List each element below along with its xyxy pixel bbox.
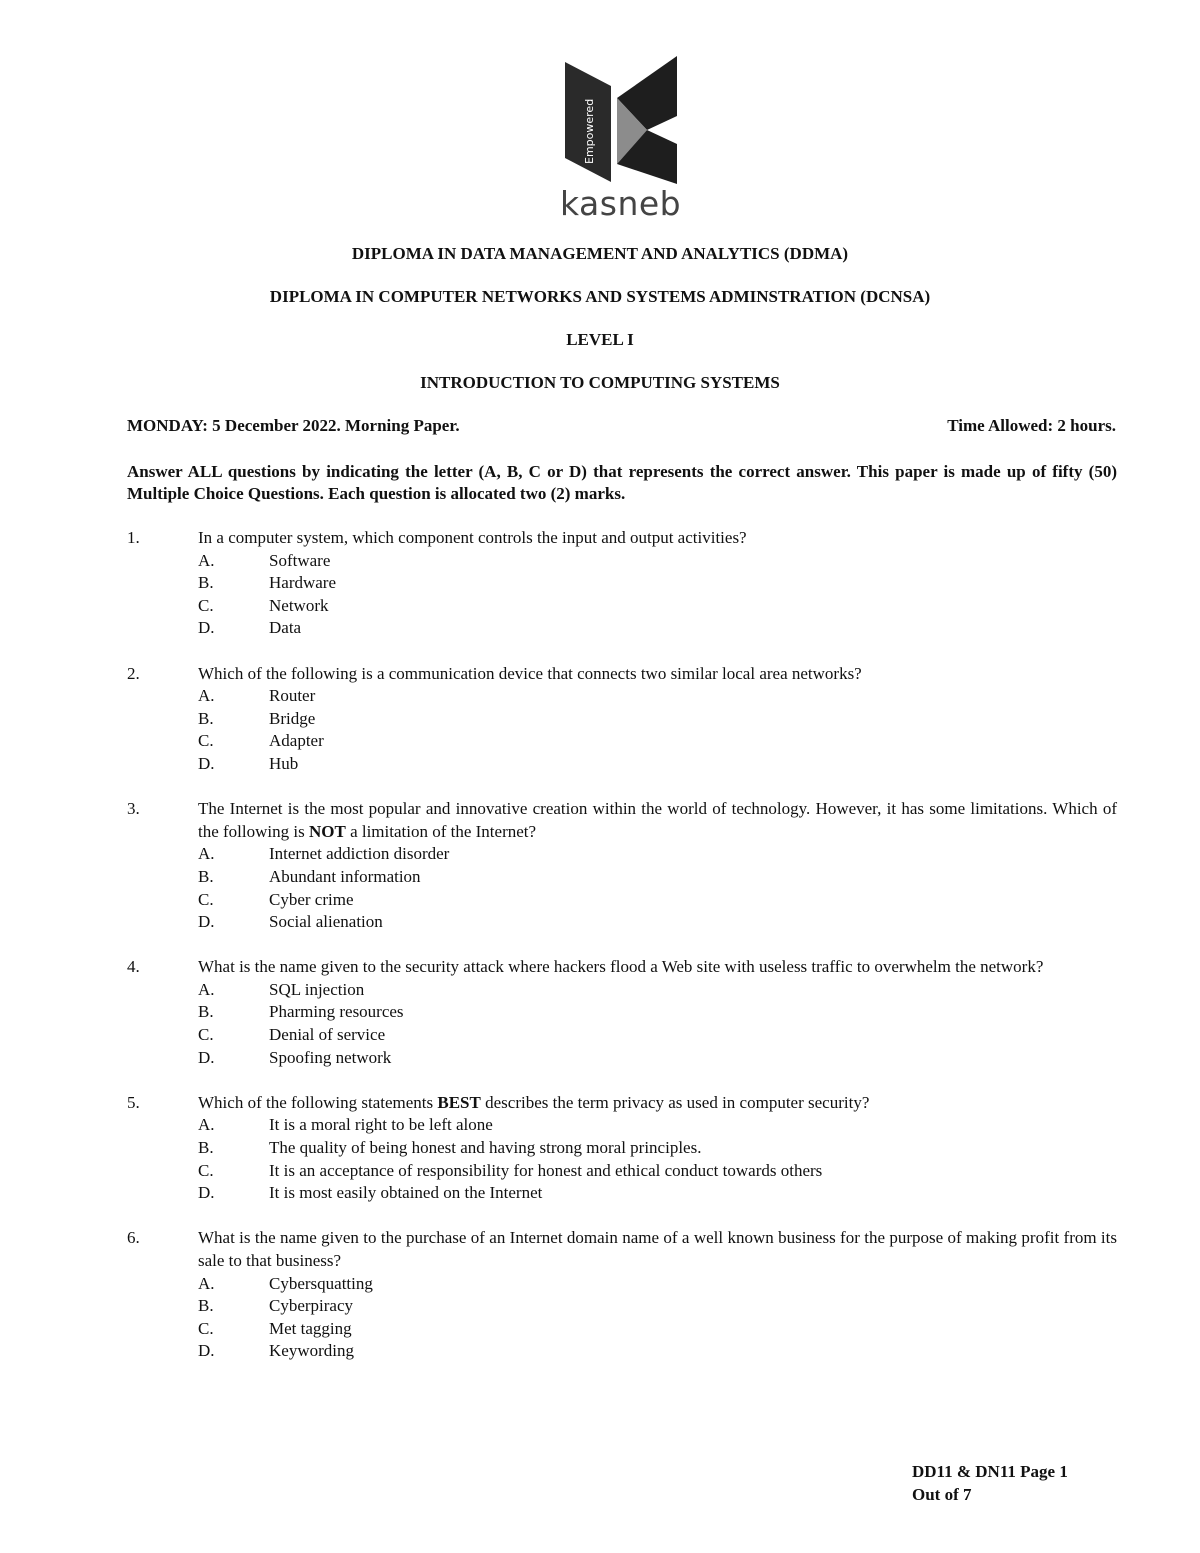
- option-text: Keywording: [269, 1341, 354, 1361]
- diploma-heading-dcnsa: DIPLOMA IN COMPUTER NETWORKS AND SYSTEMS ADMINSTRATION (DCNSA): [269, 287, 931, 306]
- answer-option: [198, 595, 1117, 618]
- answer-option: [198, 889, 1117, 912]
- question-item: [127, 956, 1117, 1069]
- option-letter: C.: [198, 1160, 214, 1180]
- option-letter: D.: [198, 912, 215, 932]
- question-text-lead: Which of the following statements: [198, 1092, 438, 1112]
- answer-option: [198, 911, 1117, 934]
- option-text: The quality of being honest and having strong moral principles.: [269, 1138, 702, 1158]
- answer-option: [198, 1114, 1117, 1137]
- question-item: [127, 1092, 1117, 1205]
- option-text: Bridge: [269, 708, 316, 728]
- option-text: Router: [269, 686, 316, 706]
- answer-option: [198, 1024, 1117, 1047]
- option-letter: A.: [198, 686, 215, 706]
- question-text-lead: What is the name given to the security attack where hackers flood a Web site with useless traffic to overwhelm the network?: [198, 957, 1044, 977]
- option-letter: D.: [198, 1341, 215, 1361]
- option-text: Cyber crime: [269, 889, 354, 909]
- question-list: [127, 527, 1117, 1386]
- question-text-lead: The Internet is the most popular and innovative creation within the world of technology. However, it has some limitations. Which of the following is: [198, 799, 1117, 841]
- option-text: Social alienation: [269, 912, 383, 932]
- question-number: 5.: [127, 1092, 140, 1112]
- question-text: [198, 798, 1117, 843]
- kasneb-logo-mark: [555, 52, 695, 187]
- answer-option: [198, 1047, 1117, 1070]
- option-letter: A.: [198, 1273, 215, 1293]
- question-text: [198, 527, 1117, 550]
- option-text: Cyberpiracy: [269, 1296, 354, 1316]
- page-label: DD11 & DN11 Page 1: [912, 1462, 1068, 1481]
- option-text: Network: [269, 595, 329, 615]
- question-item: [127, 527, 1117, 640]
- answer-option: [198, 1273, 1117, 1296]
- option-text: It is a moral right to be left alone: [269, 1115, 493, 1135]
- question-item: [127, 663, 1117, 776]
- option-text: Met tagging: [269, 1318, 352, 1338]
- answer-option: [198, 550, 1117, 573]
- option-letter: A.: [198, 1115, 215, 1135]
- question-text-lead: Which of the following is a communication device that connects two similar local area networks?: [198, 663, 862, 683]
- answer-option: [198, 708, 1117, 731]
- option-letter: C.: [198, 889, 214, 909]
- question-number: 1.: [127, 528, 140, 547]
- answer-option: [198, 730, 1117, 753]
- option-text: Spoofing network: [269, 1047, 392, 1067]
- answer-option: [198, 1182, 1117, 1205]
- logo-tagline: Empowered: [583, 98, 596, 164]
- answer-option: [198, 1295, 1117, 1318]
- paper-title: INTRODUCTION TO COMPUTING SYSTEMS: [420, 373, 780, 392]
- logo-brand-name: kasneb: [560, 184, 682, 223]
- option-letter: A.: [198, 979, 215, 999]
- question-text: [198, 663, 1117, 686]
- option-letter: C.: [198, 1025, 214, 1045]
- option-letter: B.: [198, 708, 214, 728]
- option-letter: B.: [198, 1138, 214, 1158]
- option-letter: B.: [198, 573, 214, 593]
- question-text: [198, 1092, 1117, 1115]
- answer-option: [198, 1340, 1117, 1363]
- option-letter: D.: [198, 753, 215, 773]
- question-text-tail: describes the term privacy as used in computer security?: [480, 1092, 870, 1112]
- option-letter: C.: [198, 731, 214, 751]
- answer-option: [198, 843, 1117, 866]
- exam-date: MONDAY: 5 December 2022. Morning Paper.: [127, 416, 460, 435]
- option-letter: C.: [198, 1318, 214, 1338]
- option-letter: B.: [198, 866, 214, 886]
- option-letter: D.: [198, 1183, 215, 1203]
- question-text: [198, 1227, 1117, 1272]
- option-letter: D.: [198, 618, 215, 638]
- answer-option: [198, 617, 1117, 640]
- question-item: [127, 798, 1117, 934]
- option-text: Data: [269, 618, 302, 638]
- option-text: Software: [269, 550, 331, 570]
- option-text: Hardware: [269, 573, 337, 593]
- answer-option: [198, 1001, 1117, 1024]
- option-text: It is most easily obtained on the Internet: [269, 1183, 543, 1203]
- question-emphasis: NOT: [308, 821, 346, 841]
- question-emphasis: BEST: [437, 1092, 481, 1112]
- answer-option: [198, 685, 1117, 708]
- answer-option: [198, 753, 1117, 776]
- level-heading: LEVEL I: [566, 330, 634, 349]
- question-number: 2.: [127, 663, 140, 683]
- answer-option: [198, 1318, 1117, 1341]
- answer-option: [198, 572, 1117, 595]
- question-number: 6.: [127, 1228, 140, 1248]
- question-text: [198, 956, 1117, 979]
- option-letter: B.: [198, 1002, 214, 1022]
- option-text: SQL injection: [269, 979, 365, 999]
- option-text: Denial of service: [269, 1025, 386, 1045]
- question-item: [127, 1227, 1117, 1363]
- question-number: 3.: [127, 799, 140, 819]
- page-footer: [912, 1460, 1068, 1506]
- option-text: Adapter: [269, 731, 324, 751]
- question-text-lead: What is the name given to the purchase of an Internet domain name of a well known business for the purpose of making profit from its sale to that business?: [198, 1228, 1117, 1270]
- option-text: Abundant information: [269, 866, 421, 886]
- option-letter: B.: [198, 1296, 214, 1316]
- question-text-tail: a limitation of the Internet?: [345, 821, 537, 841]
- question-number: 4.: [127, 957, 140, 977]
- option-text: Pharming resources: [269, 1002, 404, 1022]
- option-letter: D.: [198, 1047, 215, 1067]
- answer-option: [198, 1160, 1117, 1183]
- option-text: It is an acceptance of responsibility for honest and ethical conduct towards others: [269, 1160, 823, 1180]
- answer-option: [198, 979, 1117, 1002]
- question-text-lead: In a computer system, which component controls the input and output activities?: [198, 528, 747, 547]
- exam-instructions: Answer ALL questions by indicating the letter (A, B, C or D) that represents the correct answer. This paper is made up of fifty (50) Multiple Choice Questions. Each question is allocated two (2) marks.: [127, 462, 1117, 503]
- option-letter: A.: [198, 550, 215, 570]
- option-text: Internet addiction disorder: [269, 844, 450, 864]
- page-total: Out of 7: [912, 1485, 972, 1504]
- answer-option: [198, 866, 1117, 889]
- answer-option: [198, 1137, 1117, 1160]
- option-text: Hub: [269, 753, 299, 773]
- diploma-heading-ddma: DIPLOMA IN DATA MANAGEMENT AND ANALYTICS (DDMA): [351, 244, 849, 263]
- option-letter: A.: [198, 844, 215, 864]
- option-text: Cybersquatting: [269, 1273, 373, 1293]
- option-letter: C.: [198, 595, 214, 615]
- time-allowed: Time Allowed: 2 hours.: [947, 416, 1116, 435]
